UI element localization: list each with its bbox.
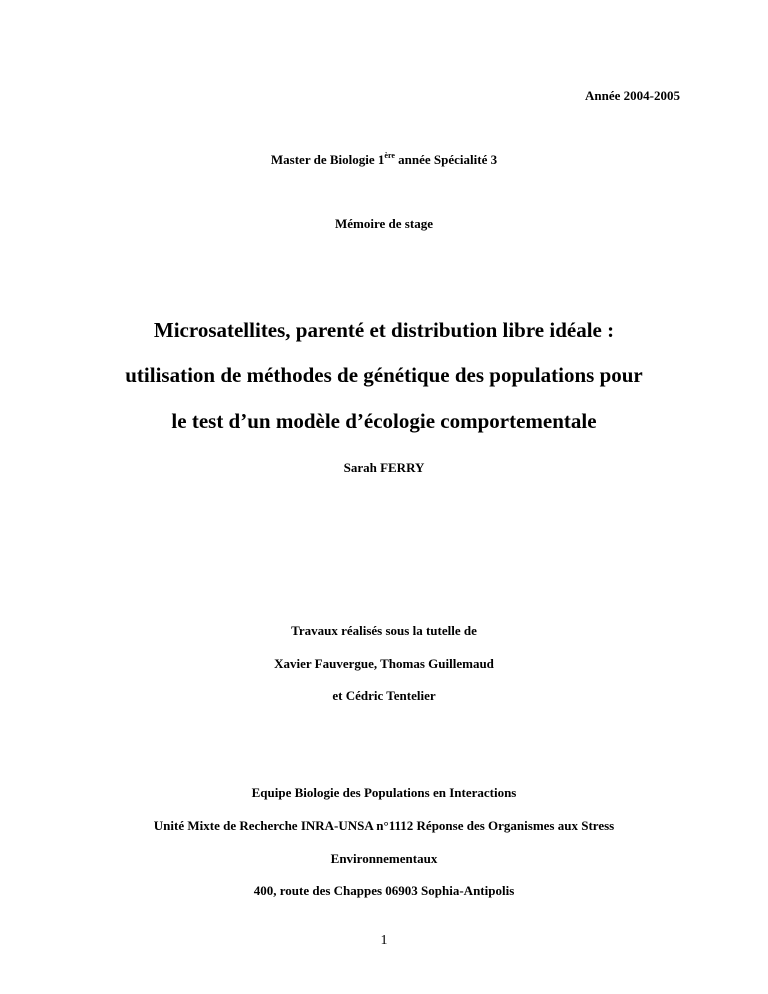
page-number: 1 xyxy=(380,933,388,948)
program-suffix: année Spécialité 3 xyxy=(394,152,498,167)
program-prefix: Master de Biologie 1 xyxy=(270,152,385,167)
unit-name: Unité Mixte de Recherche INRA-UNSA n°1112 Réponse des Organismes aux Stress xyxy=(153,818,615,833)
supervisors-line-1: Xavier Fauvergue, Thomas Guillemaud xyxy=(274,656,494,671)
program-line xyxy=(0,152,768,168)
title-line-3: le test d’un modèle d’écologie comportementale xyxy=(171,409,597,433)
supervisors-line-2: et Cédric Tentelier xyxy=(332,688,436,703)
team-name: Equipe Biologie des Populations en Interactions xyxy=(251,785,517,800)
title-line-1: Microsatellites, parenté et distribution libre idéale : xyxy=(153,318,615,342)
unit-name-continued: Environnementaux xyxy=(330,851,438,866)
supervision-intro: Travaux réalisés sous la tutelle de xyxy=(291,623,477,638)
author-name: Sarah FERRY xyxy=(343,460,425,475)
academic-year: Année 2004-2005 xyxy=(585,88,680,103)
program-superscript: ère xyxy=(384,151,395,160)
address: 400, route des Chappes 06903 Sophia-Antipolis xyxy=(253,883,515,898)
document-type: Mémoire de stage xyxy=(335,216,433,231)
title-line-2: utilisation de méthodes de génétique des populations pour xyxy=(125,363,643,387)
